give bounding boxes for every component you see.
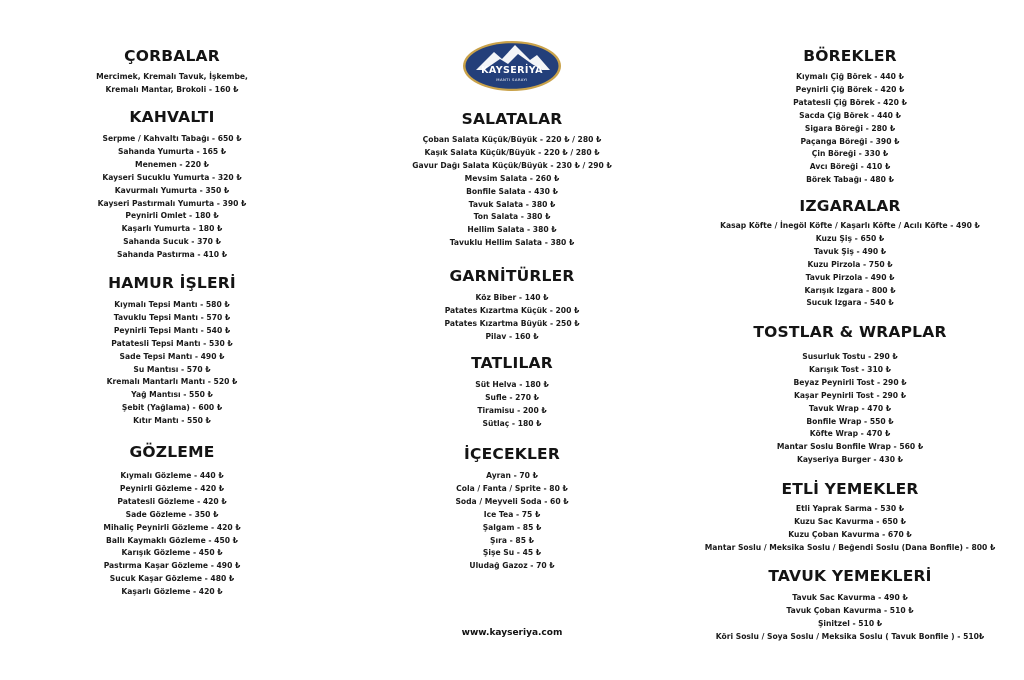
menu-item: Ayran - 70 ₺ — [486, 471, 538, 480]
menu-item: Patatesli Gözleme - 420 ₺ — [117, 496, 227, 506]
menu-item: Kayseri Sucuklu Yumurta - 320 ₺ — [102, 172, 242, 182]
section-corbalar — [82, 45, 262, 97]
menu-item: Tavuk Çoban Kavurma - 510 ₺ — [786, 605, 914, 615]
menu-item: Patatesli Çiğ Börek - 420 ₺ — [793, 97, 907, 107]
menu-item: Serpme / Kahvaltı Tabağı - 650 ₺ — [102, 134, 242, 143]
menu-item: Köfte Wrap - 470 ₺ — [809, 429, 891, 439]
kayseriya-logo — [462, 40, 562, 92]
menu-item: Kıymalı Çiğ Börek - 440 ₺ — [796, 72, 904, 81]
menu-item: Su Mantısı - 570 ₺ — [133, 364, 211, 374]
menu-item: Kaşar Peynirli Tost - 290 ₺ — [793, 390, 907, 400]
menu-item: Tavuk Wrap - 470 ₺ — [808, 403, 892, 413]
menu-item: Peynirli Omlet - 180 ₺ — [125, 211, 219, 221]
menu-item: Peynirli Tepsi Mantı - 540 ₺ — [113, 325, 231, 335]
menu-item: Patatesli Tepsi Mantı - 530 ₺ — [111, 338, 233, 348]
item-list — [700, 220, 1000, 310]
menu-item: Uludağ Gazoz - 70 ₺ — [469, 561, 555, 571]
menu-item: Peynirli Gözleme - 420 ₺ — [119, 483, 225, 493]
item-list — [700, 351, 1000, 467]
item-list — [407, 292, 617, 344]
menu-item: Tavuk Şiş - 490 ₺ — [813, 246, 887, 256]
menu-item: Ballı Kaymaklı Gözleme - 450 ₺ — [106, 535, 238, 545]
menu-item: Kaşarlı Yumurta - 180 ₺ — [121, 224, 223, 234]
menu-item: Sufle - 270 ₺ — [485, 392, 539, 402]
section-hamur-isleri — [82, 272, 262, 428]
menu-item: Tavuk Pirzola - 490 ₺ — [805, 272, 895, 282]
menu-item: Gavur Dağı Salata Küçük/Büyük - 230 ₺ / 290 ₺ — [412, 160, 612, 170]
menu-item: Susurluk Tostu - 290 ₺ — [802, 352, 898, 361]
menu-item: Patates Kızartma Büyük - 250 ₺ — [444, 318, 580, 328]
menu-item: Sigara Böreği - 280 ₺ — [804, 123, 896, 133]
item-list — [700, 71, 1000, 187]
menu-item: Sucuk Kaşar Gözleme - 480 ₺ — [109, 574, 235, 584]
menu-item: Kavurmalı Yumurta - 350 ₺ — [114, 185, 230, 195]
section-garniturler — [407, 265, 617, 344]
section-izgaralar — [700, 195, 1000, 310]
logo-name: KAYSERİYA — [481, 65, 543, 76]
menu-item: Kıymalı Tepsi Mantı - 580 ₺ — [114, 300, 230, 309]
section-title: HAMUR İŞLERİ — [108, 274, 236, 292]
menu-item: Süt Helva - 180 ₺ — [475, 380, 549, 389]
section-salatalar — [407, 108, 617, 250]
section-title: IZGARALAR — [799, 197, 901, 215]
menu-item: Mercimek, Kremalı Tavuk, İşkembe, — [96, 72, 248, 81]
item-list — [700, 503, 1000, 555]
menu-item: Bonfile Wrap - 550 ₺ — [806, 416, 894, 426]
menu-item: Karışık Izgara - 800 ₺ — [804, 285, 896, 295]
menu-item: Yağ Mantısı - 550 ₺ — [131, 390, 213, 400]
item-list — [407, 470, 617, 573]
item-list — [700, 592, 1000, 644]
menu-item: Sahanda Pastırma - 410 ₺ — [117, 250, 227, 260]
menu-item: Tiramisu - 200 ₺ — [477, 405, 547, 415]
section-gozleme — [82, 441, 262, 599]
section-title: KAHVALTI — [129, 108, 215, 126]
menu-item: Pilav - 160 ₺ — [485, 331, 539, 341]
item-list — [407, 134, 617, 250]
menu-item: Kayseri Pastırmalı Yumurta - 390 ₺ — [97, 198, 247, 208]
section-title: GÖZLEME — [129, 443, 215, 461]
menu-item: Karışık Gözleme - 450 ₺ — [121, 548, 223, 558]
section-tavuk-yemekleri — [700, 565, 1000, 644]
menu-item: Sucuk Izgara - 540 ₺ — [806, 298, 894, 308]
section-title: GARNİTÜRLER — [449, 267, 575, 285]
section-title: TOSTLAR & WRAPLAR — [753, 323, 947, 341]
menu-item: Kuzu Şiş - 650 ₺ — [815, 233, 885, 243]
menu-item: Sade Gözleme - 350 ₺ — [125, 509, 219, 519]
menu-item: Börek Tabağı - 480 ₺ — [806, 175, 894, 185]
menu-item: Çoban Salata Küçük/Büyük - 220 ₺ / 280 ₺ — [422, 135, 602, 144]
menu-item: Pastırma Kaşar Gözleme - 490 ₺ — [103, 561, 241, 571]
item-list — [407, 379, 617, 431]
menu-item: Soda / Meyveli Soda - 60 ₺ — [455, 496, 569, 506]
menu-item: Ton Salata - 380 ₺ — [473, 212, 551, 222]
menu-item: Kasap Köfte / İnegöl Köfte / Kaşarlı Köfte / Acılı Köfte - 490 ₺ — [720, 221, 980, 230]
menu-item: Kıtır Mantı - 550 ₺ — [133, 416, 211, 426]
menu-item: Köri Soslu / Soya Soslu / Meksika Soslu ( Tavuk Bonfile ) - 510₺ — [715, 631, 985, 641]
menu-item: Paçanga Böreği - 390 ₺ — [800, 136, 900, 146]
menu-item: Şalgam - 85 ₺ — [482, 522, 542, 532]
section-tatlilar — [407, 352, 617, 431]
menu-item: Avcı Böreği - 410 ₺ — [809, 162, 891, 172]
menu-item: Etli Yaprak Sarma - 530 ₺ — [795, 504, 905, 513]
menu-item: Sahanda Yumurta - 165 ₺ — [117, 146, 227, 156]
logo-subtitle: MANTI SARAYI — [496, 77, 528, 82]
menu-item: Kuzu Çoban Kavurma - 670 ₺ — [788, 529, 912, 539]
menu-item: Beyaz Peynirli Tost - 290 ₺ — [793, 377, 907, 387]
menu-item: Tavuklu Hellim Salata - 380 ₺ — [449, 238, 575, 248]
menu-item: Şebit (Yağlama) - 600 ₺ — [121, 403, 223, 413]
item-list — [82, 133, 262, 262]
menu-item: Cola / Fanta / Sprite - 80 ₺ — [456, 483, 568, 493]
menu-item: Sade Tepsi Mantı - 490 ₺ — [119, 351, 225, 361]
menu-item: Sacda Çiğ Börek - 440 ₺ — [799, 110, 901, 120]
menu-item: Ice Tea - 75 ₺ — [483, 509, 541, 519]
menu-item: Kayseriya Burger - 430 ₺ — [797, 455, 903, 465]
section-etli-yemekler — [700, 478, 1000, 555]
menu-item: Şişe Su - 45 ₺ — [482, 548, 542, 558]
menu-item: Kaşık Salata Küçük/Büyük - 220 ₺ / 280 ₺ — [424, 147, 600, 157]
section-borekler — [700, 45, 1000, 187]
menu-item: Tavuklu Tepsi Mantı - 570 ₺ — [113, 312, 231, 322]
section-title: BÖREKLER — [803, 47, 897, 65]
menu-item: Kremalı Mantarlı Mantı - 520 ₺ — [106, 377, 238, 387]
menu-item: Kaşarlı Gözleme - 420 ₺ — [121, 587, 223, 597]
menu-item: Sütlaç - 180 ₺ — [482, 418, 542, 428]
menu-item: Kıymalı Gözleme - 440 ₺ — [120, 471, 224, 480]
menu-item: Mantar Soslu Bonfile Wrap - 560 ₺ — [776, 442, 924, 452]
menu-item: Tavuk Sac Kavurma - 490 ₺ — [792, 593, 908, 602]
menu-item: Köz Biber - 140 ₺ — [475, 293, 549, 302]
section-icecekler — [407, 443, 617, 573]
section-tostlar-wraplar — [700, 321, 1000, 467]
section-title: ETLİ YEMEKLER — [781, 480, 919, 498]
menu-item: Kremalı Mantar, Brokoli - 160 ₺ — [105, 84, 239, 94]
website-link[interactable]: www.kayseriya.com — [461, 628, 563, 638]
menu-item: Menemen - 220 ₺ — [135, 159, 209, 169]
section-title: SALATALAR — [461, 110, 563, 128]
menu-item: Karışık Tost - 310 ₺ — [809, 364, 891, 374]
item-list — [82, 299, 262, 428]
item-list — [82, 71, 262, 97]
menu-item: Peynirli Çiğ Börek - 420 ₺ — [795, 84, 905, 94]
section-title: TATLILAR — [471, 354, 553, 372]
menu-item: Mantar Soslu / Meksika Soslu / Beğendi Soslu (Dana Bonfile) - 800 ₺ — [704, 542, 996, 552]
menu-item: Patates Kızartma Küçük - 200 ₺ — [444, 305, 580, 315]
section-title: ÇORBALAR — [124, 47, 220, 65]
section-title: TAVUK YEMEKLERİ — [768, 567, 932, 585]
menu-item: Şıra - 85 ₺ — [490, 535, 534, 545]
menu-item: Mevsim Salata - 260 ₺ — [464, 173, 560, 183]
menu-item: Kuzu Pirzola - 750 ₺ — [807, 259, 893, 269]
menu-item: Mihaliç Peynirli Gözleme - 420 ₺ — [103, 522, 241, 532]
menu-item: Tavuk Salata - 380 ₺ — [468, 199, 556, 209]
menu-item: Sahanda Sucuk - 370 ₺ — [123, 237, 221, 247]
menu-item: Çin Böreği - 330 ₺ — [811, 149, 889, 159]
menu-item: Şinitzel - 510 ₺ — [817, 618, 883, 628]
menu-item: Kuzu Sac Kavurma - 650 ₺ — [794, 516, 906, 526]
section-title: İÇECEKLER — [464, 445, 560, 463]
section-kahvalti — [82, 106, 262, 262]
menu-item: Hellim Salata - 380 ₺ — [467, 225, 557, 235]
item-list — [82, 470, 262, 599]
menu-item: Bonfile Salata - 430 ₺ — [466, 186, 558, 196]
